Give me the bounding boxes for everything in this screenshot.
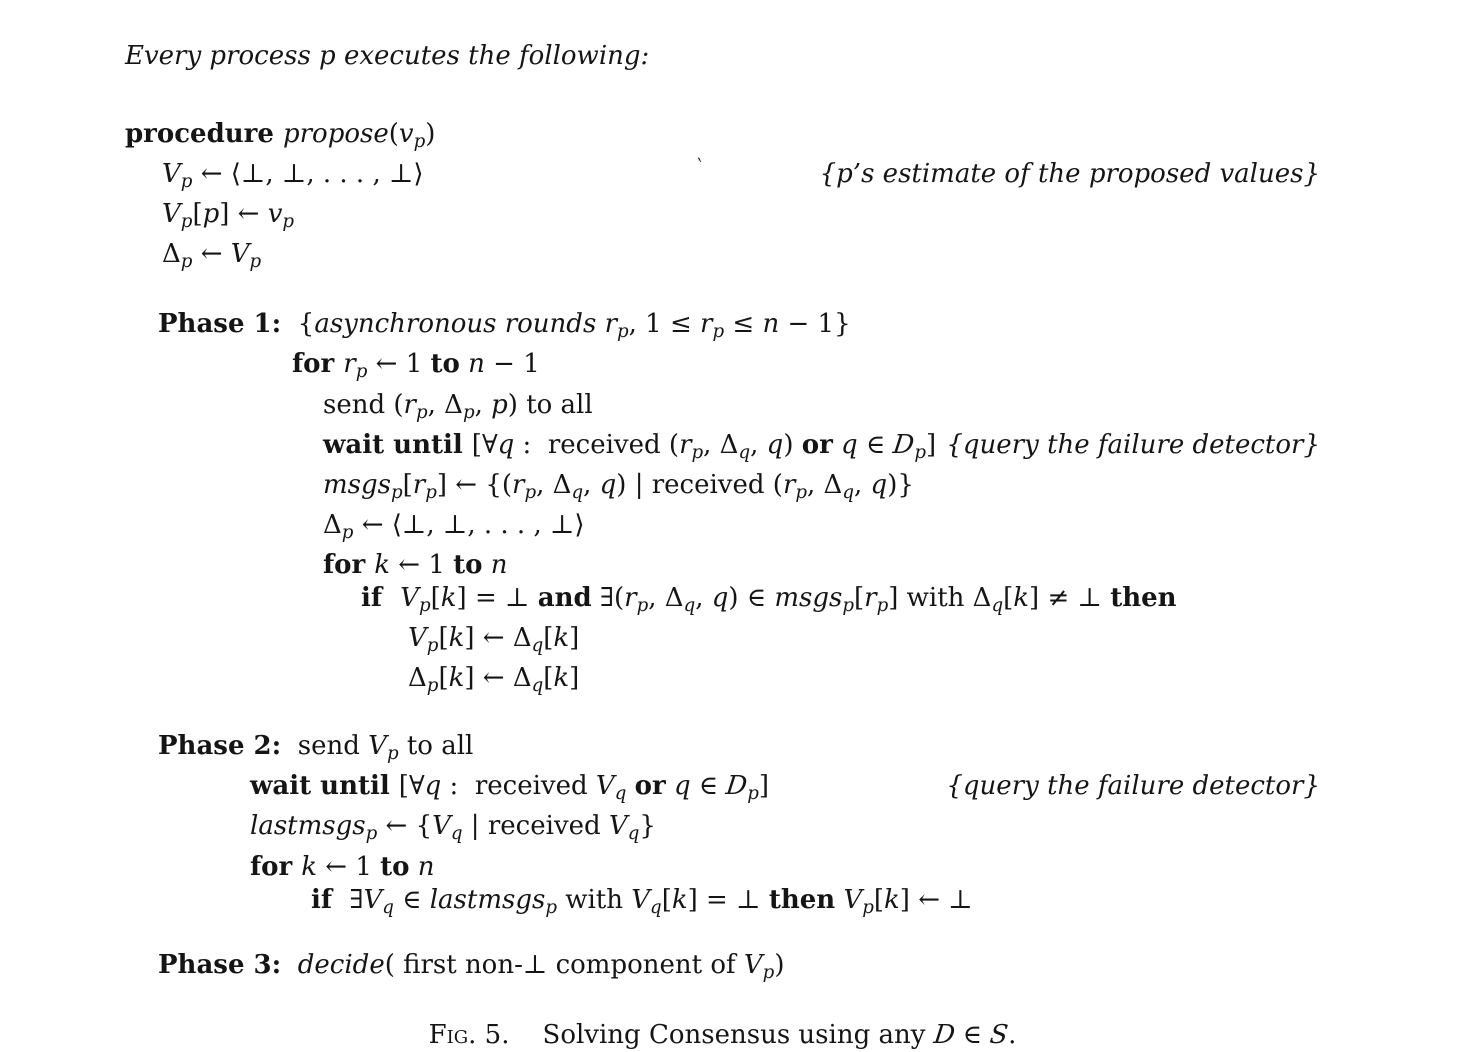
code-segment: ,	[750, 429, 767, 460]
code-segment: q	[711, 582, 729, 613]
code-segment: msgs	[323, 469, 391, 500]
code-segment: k	[1013, 582, 1030, 613]
code-segment: lastmsgs	[429, 884, 546, 915]
code-segment: q	[627, 823, 640, 845]
code-segment	[666, 771, 674, 801]
code-segment: k	[448, 663, 465, 694]
code-text	[162, 159, 424, 193]
line-phase1-msgs	[323, 469, 1320, 509]
code-text	[323, 509, 585, 543]
code-segment: n	[490, 549, 508, 580]
code-segment: if	[311, 884, 342, 915]
code-segment: : received	[441, 771, 596, 802]
code-segment: then	[1110, 582, 1177, 613]
code-segment: q	[599, 469, 617, 500]
line-phase1-wait	[323, 429, 1320, 469]
code-segment: V	[162, 199, 181, 230]
code-segment: v	[267, 199, 283, 230]
code-segment: [∀	[471, 429, 498, 460]
code-segment: q	[382, 896, 394, 918]
code-segment: for	[292, 349, 344, 380]
code-segment: ∈	[857, 429, 894, 460]
code-text	[408, 663, 580, 697]
code-segment: r	[864, 582, 877, 613]
code-segment: [	[661, 884, 672, 915]
code-text	[323, 469, 914, 503]
code-segment: ,	[695, 582, 712, 613]
code-segment	[626, 771, 634, 801]
code-segment: [∀	[398, 771, 425, 802]
code-segment: V	[631, 884, 651, 915]
code-segment: ] ← Δ	[464, 623, 532, 654]
code-segment	[833, 430, 841, 460]
code-segment: p	[202, 199, 220, 230]
code-segment: (	[388, 119, 399, 149]
code-segment: )	[774, 949, 785, 980]
code-segment: Δ	[408, 663, 427, 694]
code-segment: p	[712, 321, 725, 343]
code-segment: V	[743, 949, 763, 980]
scan-artifact: `	[691, 154, 707, 180]
script-letter: S	[988, 1019, 1010, 1050]
code-segment: for	[250, 851, 302, 882]
code-segment: : received (	[514, 429, 680, 460]
figure-preamble: Every process p executes the following:	[125, 41, 650, 71]
code-segment: V	[408, 623, 427, 654]
code-segment: and	[537, 582, 592, 613]
code-segment: r	[343, 349, 356, 380]
code-segment: q	[531, 675, 544, 697]
code-segment: send (	[323, 389, 404, 420]
code-segment: Phase 1:	[158, 309, 282, 340]
code-segment: k	[671, 884, 688, 915]
code-segment: p	[691, 441, 704, 463]
code-segment: , Δ	[427, 389, 463, 420]
inline-comment: {query the failure detector}	[946, 771, 1320, 802]
code-segment: q	[991, 595, 1004, 617]
code-segment: asynchronous rounds	[314, 309, 605, 340]
code-segment: [	[192, 199, 203, 230]
code-segment: r	[604, 309, 617, 340]
code-segment: ] = ⊥	[687, 884, 769, 915]
code-segment: r	[403, 389, 416, 420]
code-segment: ∈	[690, 771, 727, 802]
line-phase1-for-k	[323, 549, 1320, 582]
line-phase2-for-k	[250, 851, 1320, 884]
code-segment: then	[768, 884, 836, 915]
code-segment: wait until	[323, 429, 472, 460]
code-segment	[281, 950, 298, 980]
code-segment: k	[448, 623, 465, 654]
code-segment: [	[853, 582, 865, 613]
code-text	[250, 811, 656, 845]
code-segment: p	[747, 783, 759, 805]
code-segment: p	[282, 211, 295, 233]
inline-comment: {query the failure detector}	[946, 429, 1320, 460]
code-segment: [	[402, 469, 413, 500]
code-segment: q	[650, 896, 662, 918]
code-segment: k	[440, 582, 457, 613]
code-segment: V	[162, 159, 181, 190]
line-phase1-reset-delta	[323, 509, 1320, 549]
code-text	[311, 884, 973, 918]
script-letter: D	[891, 429, 917, 460]
code-segment: ] ← {(	[436, 469, 513, 500]
code-segment: ( first non-⊥ component of	[384, 949, 744, 980]
code-segment: ) ∈	[728, 582, 775, 613]
code-segment: to	[380, 851, 410, 882]
code-segment: ,	[854, 469, 871, 500]
code-segment: msgs	[774, 582, 843, 613]
line-phase2-lastmsgs	[250, 810, 1320, 850]
code-segment: , 1 ≤	[628, 309, 701, 340]
code-segment: p	[762, 961, 775, 983]
line-phase2-label	[158, 730, 1320, 770]
code-segment: q	[738, 441, 751, 463]
code-segment: p	[180, 171, 193, 193]
code-segment: p	[795, 481, 808, 503]
code-segment: p	[365, 823, 378, 845]
code-segment: q	[571, 481, 584, 503]
code-segment: V	[843, 884, 863, 915]
code-segment: ∈	[393, 884, 430, 915]
code-segment: send	[281, 731, 369, 762]
code-text	[323, 550, 508, 580]
code-segment: p	[415, 401, 428, 423]
code-segment: k	[884, 884, 900, 915]
code-segment: p	[636, 595, 649, 617]
code-segment: , Δ	[648, 582, 684, 613]
code-segment: p	[413, 131, 426, 153]
code-segment: ←	[192, 239, 231, 270]
code-segment: V	[595, 771, 615, 802]
code-segment: n	[417, 851, 435, 882]
code-segment: p	[355, 361, 368, 383]
code-segment: ← 1	[367, 349, 431, 380]
line-phase1-assign-delta	[408, 662, 1320, 702]
code-segment: procedure	[125, 119, 283, 149]
code-segment: Phase 2:	[158, 731, 282, 762]
code-segment: − 1}	[779, 309, 851, 340]
code-segment: V	[363, 884, 383, 915]
code-segment: n	[762, 309, 780, 340]
code-segment: p	[390, 481, 403, 503]
code-text	[323, 389, 593, 423]
code-text	[361, 582, 1177, 617]
code-segment: )	[425, 119, 436, 149]
code-segment: [	[438, 663, 449, 694]
code-segment: r	[700, 309, 713, 340]
code-segment: Δ	[162, 239, 181, 270]
line-phase2-if	[311, 884, 1320, 924]
code-segment: .	[1008, 1019, 1017, 1050]
code-segment: ≤	[724, 309, 763, 340]
code-segment: to	[430, 349, 460, 380]
code-segment: r	[512, 469, 525, 500]
code-segment: n	[468, 349, 485, 380]
code-segment: or	[801, 429, 833, 460]
code-segment: ← {	[377, 811, 433, 842]
inline-comment: {p’s estimate of the proposed values}	[819, 159, 1320, 190]
code-segment: ] = ⊥	[456, 582, 538, 613]
line-phase3-label	[158, 949, 1320, 989]
code-text	[158, 309, 851, 343]
code-segment: p	[491, 389, 508, 420]
line-phase1-assign-v	[408, 622, 1320, 662]
line-phase1-send	[323, 389, 1320, 429]
line-init-delta	[162, 238, 1320, 278]
code-segment: p	[862, 896, 874, 918]
code-segment: q	[842, 481, 854, 503]
code-segment: v	[398, 119, 414, 149]
code-segment: p	[914, 441, 926, 463]
code-segment: {	[281, 309, 315, 340]
code-segment: V	[432, 811, 451, 842]
line-procedure	[125, 118, 1320, 158]
code-segment: r	[782, 469, 796, 500]
code-segment: q	[531, 635, 544, 657]
code-segment: ← ⟨⊥, ⊥, . . . , ⊥⟩	[353, 509, 585, 540]
code-segment: q	[424, 771, 442, 802]
code-segment: V	[368, 731, 387, 762]
code-segment: q	[497, 429, 515, 460]
code-text	[323, 429, 937, 463]
code-segment: k	[374, 549, 391, 580]
code-segment	[483, 550, 491, 580]
code-text	[158, 949, 785, 983]
code-segment: ∈	[954, 1019, 991, 1050]
script-letter: D	[931, 1019, 957, 1050]
code-segment: r	[412, 469, 426, 500]
code-segment: r	[624, 582, 637, 613]
code-segment: ]	[569, 623, 580, 654]
code-segment: [	[1003, 582, 1014, 613]
code-segment: q	[841, 429, 858, 460]
code-segment: ∃	[341, 884, 364, 915]
code-segment: q	[683, 595, 696, 617]
code-segment: decide	[297, 949, 385, 980]
code-segment: q	[673, 771, 691, 802]
code-segment: p	[418, 595, 431, 617]
code-segment: ) | received (	[616, 469, 783, 500]
code-segment: | received	[462, 811, 609, 842]
code-segment: Δ	[323, 509, 342, 540]
code-segment: )	[783, 429, 802, 460]
code-text	[250, 852, 435, 882]
line-phase1-label	[158, 308, 1320, 348]
code-segment: k	[553, 623, 570, 654]
code-segment: }	[639, 811, 656, 842]
code-segment: , Δ	[536, 469, 572, 500]
code-segment: q	[614, 783, 627, 805]
code-text	[292, 349, 540, 383]
code-segment: [	[543, 663, 554, 694]
code-segment: p	[462, 401, 475, 423]
code-segment: p	[842, 595, 854, 617]
script-letter: D	[724, 771, 750, 802]
code-segment: V	[230, 239, 250, 270]
code-segment: k	[301, 851, 318, 882]
code-segment: [	[438, 623, 449, 654]
code-segment: Phase 3:	[158, 949, 282, 980]
code-segment: [	[543, 623, 554, 654]
code-text	[125, 119, 436, 153]
line-init-vector	[162, 158, 1320, 198]
code-segment: Fig. 5.	[428, 1019, 510, 1050]
line-phase2-wait	[250, 770, 1320, 810]
code-segment	[410, 852, 418, 882]
code-segment: [	[873, 884, 885, 915]
code-segment: q	[766, 429, 784, 460]
code-segment: V	[400, 582, 419, 613]
code-segment: q	[870, 469, 888, 500]
code-segment: ,	[583, 469, 600, 500]
code-segment: , Δ	[807, 469, 843, 500]
code-text	[408, 623, 580, 657]
code-segment: ] ←	[219, 199, 268, 230]
code-segment: p	[341, 521, 354, 543]
code-segment: p	[180, 251, 193, 273]
figure-caption	[125, 1018, 1320, 1052]
line-phase1-for-rounds	[292, 348, 1320, 388]
code-segment: k	[553, 663, 570, 694]
code-segment: for	[323, 549, 375, 580]
code-text	[162, 239, 262, 273]
code-segment: − 1	[484, 349, 540, 380]
code-segment	[460, 349, 468, 379]
pseudocode-block	[125, 118, 1320, 989]
code-segment: p	[524, 481, 537, 503]
code-segment: ← 1	[390, 549, 454, 580]
code-segment: ,	[474, 389, 492, 420]
code-segment: p	[876, 595, 889, 617]
line-init-own-value	[162, 198, 1320, 238]
code-segment: q	[450, 823, 463, 845]
code-segment: p	[426, 635, 439, 657]
code-text	[158, 731, 474, 765]
code-segment: p	[617, 321, 629, 343]
code-segment: ∃(	[591, 582, 625, 613]
code-segment: if	[361, 582, 401, 613]
code-segment: ]	[926, 429, 937, 460]
code-segment: [	[430, 582, 441, 613]
code-segment: wait until	[250, 771, 399, 802]
code-segment: p	[426, 675, 439, 697]
code-segment: Solving Consensus using any	[509, 1019, 934, 1050]
code-segment: ]	[758, 771, 770, 802]
code-segment: , Δ	[703, 429, 739, 460]
figure-content	[125, 40, 1320, 1052]
code-segment: ] ← ⊥	[899, 884, 973, 915]
code-segment: with	[556, 884, 632, 915]
code-segment: p	[545, 896, 557, 918]
code-segment: or	[634, 771, 666, 802]
code-segment: V	[608, 811, 628, 842]
code-segment: ] ≠ ⊥	[1029, 582, 1111, 613]
code-text	[250, 771, 770, 805]
code-segment: ] ← Δ	[464, 663, 532, 694]
code-text	[162, 199, 295, 233]
code-segment: r	[679, 429, 692, 460]
code-segment: p	[249, 251, 262, 273]
code-segment: ]	[569, 663, 580, 694]
code-segment: propose	[282, 119, 389, 149]
code-segment: ← 1	[317, 851, 381, 882]
code-segment: )}	[887, 469, 914, 500]
code-segment: ) to all	[507, 389, 593, 420]
code-segment: ← ⟨⊥, ⊥, . . . , ⊥⟩	[192, 159, 424, 190]
code-segment: lastmsgs	[250, 811, 366, 842]
code-segment: to	[453, 549, 483, 580]
code-segment: ] with Δ	[888, 582, 992, 613]
code-segment: p	[386, 743, 399, 765]
code-segment: p	[425, 481, 437, 503]
line-phase1-if	[361, 582, 1320, 622]
code-segment: to all	[398, 731, 474, 762]
code-segment: p	[180, 211, 193, 233]
